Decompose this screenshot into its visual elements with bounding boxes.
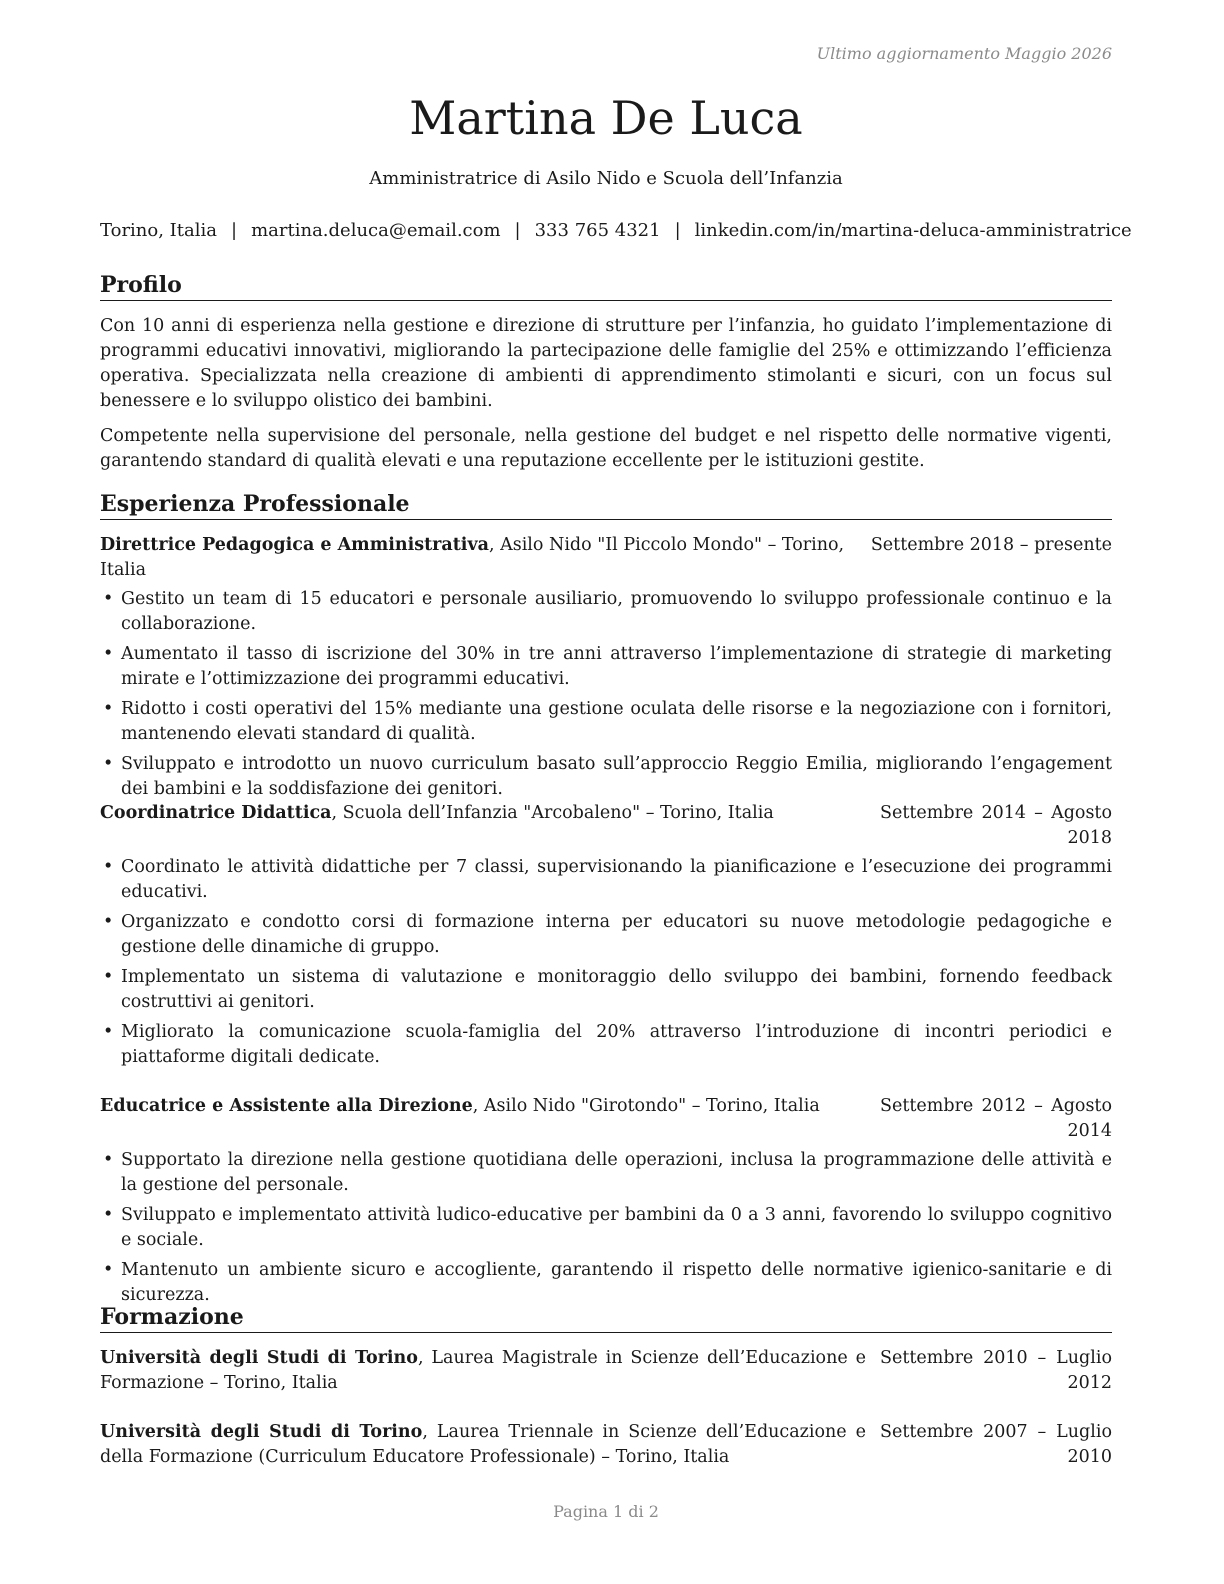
- entry-dates: Settembre 2014 – Agosto 2018: [880, 803, 1112, 848]
- entry-org: , Asilo Nido "Il Piccolo Mondo" – Torino, Italia: [100, 535, 845, 580]
- section-title-education: Formazione: [100, 1303, 1112, 1333]
- list-item: • Ridotto i costi operativi del 15% mediante una gestione oculata delle risorse e la negoziazione con i fornitori, mantenendo elevati standard di qualità.: [100, 697, 1112, 747]
- entry-org: , Asilo Nido "Girotondo" – Torino, Italia: [472, 1096, 820, 1116]
- list-item: • Migliorato la comunicazione scuola-famiglia del 20% attraverso l’introduzione di incontri periodici e piattaforme digitali dedicate.: [100, 1020, 1112, 1070]
- entry-title: [100, 1094, 880, 1119]
- entry-degree: , Laurea Triennale in Scienze dell’Educazione e della Formazione (Curriculum Educatore Professionale) – Torino, Italia: [100, 1422, 867, 1467]
- contact-separator: |: [514, 220, 521, 241]
- experience-entry: [100, 801, 1112, 1075]
- experience-entry: [100, 1094, 1112, 1313]
- section-title-profile: Profilo: [100, 271, 1112, 301]
- education-entry: [100, 1420, 1112, 1470]
- entry-school: Università degli Studi di Torino: [100, 1422, 423, 1442]
- entry-bullets: [100, 587, 1112, 802]
- entry-role: Coordinatrice Didattica: [100, 803, 332, 823]
- contact-location: Torino, Italia: [100, 220, 217, 241]
- section-title-experience: Esperienza Professionale: [100, 490, 1112, 520]
- entry-title: [100, 1346, 880, 1396]
- contact-email[interactable]: martina.deluca@email.com: [251, 220, 501, 241]
- entry-title: [100, 801, 880, 826]
- entry-role: Educatrice e Assistente alla Direzione: [100, 1096, 473, 1116]
- entry-bullets: [100, 1148, 1112, 1308]
- list-item: • Sviluppato e implementato attività ludico-educative per bambini da 0 a 3 anni, favorendo lo sviluppo cognitivo e sociale.: [100, 1203, 1112, 1253]
- entry-header: [100, 1094, 1112, 1144]
- entry-school: Università degli Studi di Torino: [100, 1348, 418, 1368]
- list-item: • Organizzato e condotto corsi di formazione interna per educatori su nuove metodologie pedagogiche e gestione delle dinamiche di gruppo.: [100, 910, 1112, 960]
- profile-paragraph: Competente nella supervisione del personale, nella gestione del budget e nel rispetto delle normative vigenti, garantendo standard di qualità elevati e una reputazione eccellente per le istituzioni gestite.: [100, 426, 1112, 471]
- contact-linkedin[interactable]: linkedin.com/in/martina-deluca-amministratrice: [694, 220, 1132, 241]
- education-entry: [100, 1346, 1112, 1396]
- profile-paragraph: Con 10 anni di esperienza nella gestione e direzione di strutture per l’infanzia, ho guidato l’implementazione di programmi educativi innovativi, migliorando la partecipazione delle famiglie del 25% e ottimizzando l’efficienza operativa. Specializzata nella creazione di ambienti di apprendimento stimolanti e sicuri, con un focus sul benessere e lo sviluppo olistico dei bambini.: [100, 316, 1112, 411]
- entry-bullets: [100, 855, 1112, 1070]
- entry-header: [100, 533, 1112, 583]
- candidate-subtitle: Amministratrice di Asilo Nido e Scuola dell’Infanzia: [369, 168, 843, 189]
- last-updated: Ultimo aggiornamento Maggio 2026: [816, 44, 1112, 63]
- list-item: • Sviluppato e introdotto un nuovo curriculum basato sull’approccio Reggio Emilia, migliorando l’engagement dei bambini e la soddisfazione dei genitori.: [100, 752, 1112, 802]
- list-item: • Supportato la direzione nella gestione quotidiana delle operazioni, inclusa la programmazione delle attività e la gestione del personale.: [100, 1148, 1112, 1198]
- entry-degree: , Laurea Magistrale in Scienze dell’Educazione e Formazione – Torino, Italia: [100, 1348, 866, 1393]
- entry-header: [100, 1420, 1112, 1470]
- contact-separator: |: [674, 220, 681, 241]
- experience-entry: [100, 533, 1112, 807]
- list-item: • Implementato un sistema di valutazione e monitoraggio dello sviluppo dei bambini, fornendo feedback costruttivi ai genitori.: [100, 965, 1112, 1015]
- entry-org: , Scuola dell’Infanzia "Arcobaleno" – Torino, Italia: [331, 803, 774, 823]
- entry-title: [100, 1420, 880, 1470]
- resume-page: [100, 0, 1132, 1584]
- entry-dates: Settembre 2010 – Luglio 2012: [880, 1348, 1112, 1393]
- list-item: • Mantenuto un ambiente sicuro e accogliente, garantendo il rispetto delle normative igienico-sanitarie e di sicurezza.: [100, 1258, 1112, 1308]
- entry-dates: Settembre 2012 – Agosto 2014: [880, 1096, 1112, 1141]
- list-item: • Gestito un team di 15 educatori e personale ausiliario, promuovendo lo sviluppo professionale continuo e la collaborazione.: [100, 587, 1112, 637]
- entry-header: [100, 801, 1112, 851]
- contact-phone: 333 765 4321: [534, 220, 661, 241]
- contact-separator: |: [231, 220, 238, 241]
- page-number: Pagina 1 di 2: [553, 1502, 659, 1521]
- list-item: • Coordinato le attività didattiche per 7 classi, supervisionando la pianificazione e l’esecuzione dei programmi educativi.: [100, 855, 1112, 905]
- entry-role: Direttrice Pedagogica e Amministrativa: [100, 535, 489, 555]
- entry-dates: Settembre 2018 – presente: [870, 535, 1112, 555]
- entry-dates: Settembre 2007 – Luglio 2010: [880, 1422, 1112, 1467]
- candidate-name: Martina De Luca: [409, 91, 803, 145]
- list-item: • Aumentato il tasso di iscrizione del 30% in tre anni attraverso l’implementazione di strategie di marketing mirate e l’ottimizzazione dei programmi educativi.: [100, 642, 1112, 692]
- contact-line: [100, 219, 1132, 243]
- entry-title: [100, 533, 871, 583]
- entry-header: [100, 1346, 1112, 1396]
